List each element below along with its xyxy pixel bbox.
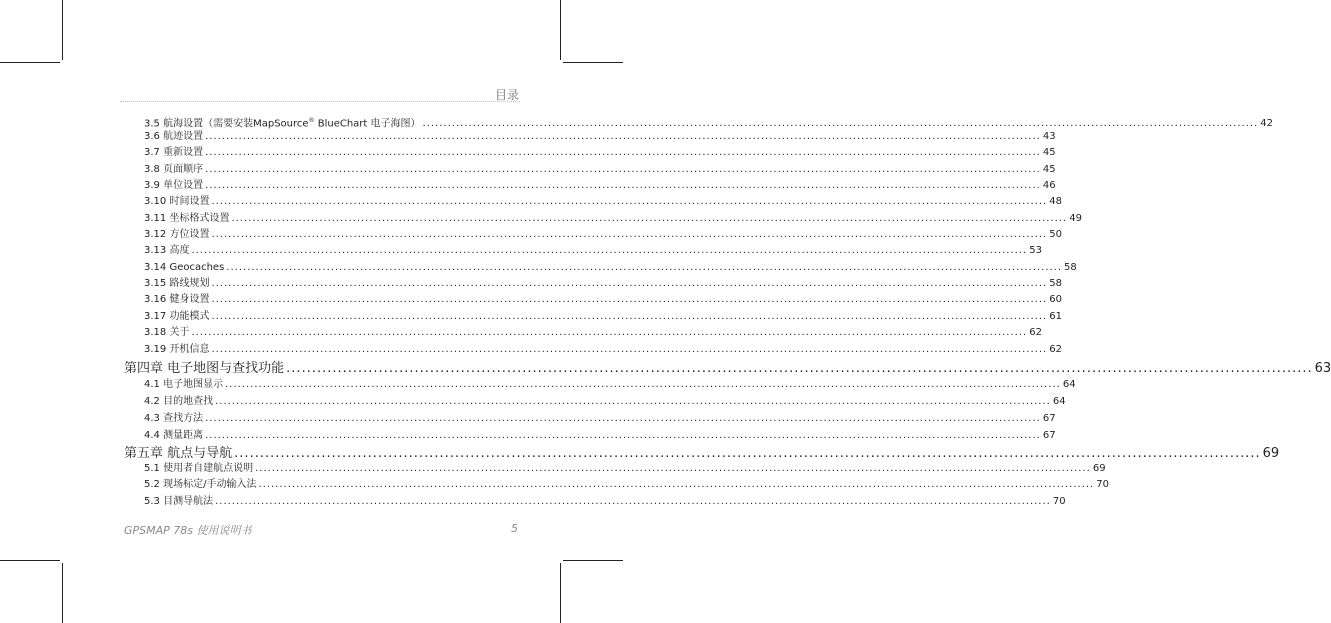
toc-entry-title (144, 325, 189, 341)
toc-entry-label: 关于 (169, 327, 190, 338)
toc-entry-title (144, 162, 203, 178)
toc-page-number: 50 (1049, 229, 1062, 240)
toc-entry[interactable] (144, 411, 1056, 427)
toc-page-number: 49 (1069, 213, 1082, 224)
toc-page-number: 58 (1049, 278, 1062, 289)
toc-entry-title (144, 292, 209, 308)
toc-entry-label: 目的地查找 (163, 396, 214, 407)
toc-entry-number: 4.2 (144, 396, 160, 407)
toc-chapter-entry[interactable] (124, 359, 1331, 379)
toc-entry-title (144, 227, 209, 243)
toc-dot-leader: ........................................................................................................................................................................................................ (422, 118, 1259, 130)
toc-entry-number: 4.3 (144, 413, 160, 424)
toc-entry-label: Geocaches (169, 262, 225, 273)
toc-entry-title (144, 377, 223, 393)
toc-page-number: 67 (1042, 430, 1056, 441)
toc-entry-label: 现场标定/手动输入法 (163, 479, 257, 490)
toc-entry-title (144, 276, 209, 292)
toc-entry-title (144, 129, 203, 145)
toc-entry[interactable] (144, 325, 1042, 341)
toc-page-number: 64 (1062, 379, 1076, 390)
toc-entry-label-tail: BlueChart 电子海图） (314, 118, 421, 130)
toc-entry-number: 5.1 (144, 463, 160, 474)
toc-entry-number: 第五章 (124, 446, 164, 461)
toc-entry-label: 功能模式 (169, 311, 210, 322)
toc-entry-number: 3.18 (144, 327, 167, 338)
toc-dot-leader: ........................................................................................................................................................................................................ (205, 180, 1041, 191)
toc-dot-leader: ........................................................................................................................................................................................................ (205, 131, 1041, 142)
toc-page-number: 70 (1096, 479, 1109, 490)
toc-dot-leader: ........................................................................................................................................................................................................ (211, 229, 1048, 240)
toc-entry[interactable] (144, 377, 1076, 393)
toc-entry-number: 3.8 (144, 164, 160, 175)
toc-entry-title (144, 309, 209, 325)
toc-entry-number: 3.9 (144, 180, 160, 191)
toc-entry-title (144, 394, 213, 410)
toc-entry-label: 航迹设置 (163, 131, 204, 142)
toc-dot-leader: ........................................................................................................................................................................................................ (226, 262, 1063, 273)
toc-dot-leader: ........................................................................................................................................................................................................ (215, 496, 1051, 507)
toc-entry-title (144, 461, 253, 477)
toc-entry-number: 3.10 (144, 196, 167, 207)
toc-entry-label: 测量距离 (163, 430, 204, 441)
toc-entry[interactable] (144, 309, 1062, 325)
toc-dot-leader: ........................................................................................................................................................................................................ (211, 294, 1048, 305)
toc-entry[interactable] (144, 342, 1062, 358)
page-header-title: 目录 (494, 88, 519, 102)
toc-dot-leader: ........................................................................................................................................................................................................ (205, 413, 1041, 424)
toc-entry-title (144, 494, 213, 510)
toc-entry[interactable] (144, 428, 1056, 444)
toc-page-number: 69 (1092, 463, 1106, 474)
toc-entry-label: 方位设置 (169, 229, 210, 240)
toc-page-number: 53 (1029, 245, 1042, 256)
toc-entry-title (144, 411, 203, 427)
toc-page-number: 67 (1042, 413, 1056, 424)
toc-entry[interactable] (144, 211, 1082, 227)
toc-entry-title (144, 178, 203, 194)
toc-entry-label: 路线规划 (169, 278, 210, 289)
toc-entry-number: 3.19 (144, 344, 167, 355)
toc-dot-leader: ........................................................................................................................................................................................................ (255, 463, 1091, 474)
toc-entry[interactable] (144, 260, 1077, 276)
toc-entry-number: 3.17 (144, 311, 167, 322)
toc-dot-leader: ........................................................................................................................................................................................................ (211, 311, 1048, 322)
toc-entry-number: 3.5 (144, 118, 160, 130)
toc-page-number: 63 (1314, 361, 1331, 376)
toc-entry[interactable] (144, 461, 1106, 477)
toc-entry-number: 4.4 (144, 430, 160, 441)
toc-dot-leader: ........................................................................................................................................................................................................ (191, 327, 1028, 338)
toc-entry-number: 第四章 (124, 361, 164, 376)
toc-entry-number: 3.15 (144, 278, 167, 289)
toc-entry[interactable] (144, 178, 1056, 194)
toc-dot-leader: ........................................................................................................................................................................................................ (231, 213, 1068, 224)
toc-entry-label: 坐标格式设置 (169, 213, 230, 224)
toc-entry[interactable] (144, 227, 1062, 243)
toc-entry[interactable] (144, 477, 1109, 493)
toc-page-number: 48 (1049, 196, 1062, 207)
toc-page-number: 61 (1049, 311, 1062, 322)
toc-entry-title (144, 428, 203, 444)
toc-entry-number: 3.7 (144, 147, 160, 158)
toc-page-number: 45 (1042, 147, 1056, 158)
toc-entry-label: 开机信息 (169, 344, 210, 355)
toc-dot-leader: ........................................................................................................................................................................................................ (205, 147, 1041, 158)
toc-entry-number: 3.11 (144, 213, 167, 224)
toc-entry-label: 页面顺序 (163, 164, 204, 175)
toc-entry[interactable] (144, 194, 1062, 210)
toc-entry-label: 航点与导航 (167, 446, 233, 461)
toc-page-number: 42 (1260, 118, 1273, 130)
toc-entry-label: 健身设置 (169, 294, 210, 305)
toc-dot-leader: ........................................................................................................................................................................................................ (215, 396, 1051, 407)
toc-page-number: 64 (1052, 396, 1066, 407)
toc-page-number: 70 (1052, 496, 1066, 507)
toc-dot-leader: ........................................................................................................................................................................................................ (191, 245, 1028, 256)
toc-page-number: 45 (1042, 164, 1056, 175)
toc-dot-leader: ........................................................................................................................................................................................................ (225, 379, 1061, 390)
toc-entry[interactable] (144, 494, 1066, 510)
toc-entry-label: 高度 (169, 245, 190, 256)
toc-dot-leader: ........................................................................................................................................................................................................ (234, 446, 1261, 461)
toc-entry-title (144, 342, 209, 358)
toc-entry[interactable] (144, 292, 1062, 308)
toc-dot-leader: ........................................................................................................................................................................................................ (211, 278, 1048, 289)
toc-entry[interactable] (144, 113, 1273, 130)
toc-entry-label: 航海设置（需要安装MapSource (163, 118, 309, 130)
toc-entry[interactable] (144, 162, 1056, 178)
registered-mark: ® (308, 117, 315, 124)
toc-entry-title (144, 194, 209, 210)
toc-dot-leader: ........................................................................................................................................................................................................ (211, 196, 1048, 207)
toc-entry-label: 查找方法 (163, 413, 204, 424)
toc-dot-leader: ........................................................................................................................................................................................................ (286, 361, 1313, 376)
toc-entry-title (124, 359, 284, 379)
toc-entry-label: 目测导航法 (163, 496, 214, 507)
toc-entry-label: 单位设置 (163, 180, 204, 191)
toc-entry-title (144, 145, 203, 161)
toc-entry[interactable] (144, 276, 1062, 292)
toc-entry-number: 4.1 (144, 379, 160, 390)
toc-entry[interactable] (144, 129, 1056, 145)
toc-entry[interactable] (144, 243, 1042, 259)
toc-dot-leader: ........................................................................................................................................................................................................ (205, 430, 1041, 441)
toc-entry-number: 3.16 (144, 294, 167, 305)
toc-entry-title (144, 477, 256, 493)
footer-manual-title: GPSMAP 78s 使用说明书 (124, 524, 252, 537)
toc-entry-title (144, 260, 224, 276)
toc-entry[interactable] (144, 394, 1066, 410)
toc-entry-number: 3.6 (144, 131, 160, 142)
toc-page-number: 46 (1042, 180, 1056, 191)
toc-page-number: 62 (1049, 344, 1062, 355)
footer-page-number: 5 (511, 522, 518, 535)
toc-entry-number: 3.12 (144, 229, 167, 240)
toc-entry-number: 3.13 (144, 245, 167, 256)
toc-entry-label: 使用者自建航点说明 (163, 463, 254, 474)
toc-entry-title (144, 211, 229, 227)
toc-page-number: 60 (1049, 294, 1062, 305)
toc-dot-leader: ........................................................................................................................................................................................................ (205, 164, 1041, 175)
toc-entry-label: 时间设置 (169, 196, 210, 207)
toc-entry-label: 电子地图与查找功能 (167, 361, 285, 376)
toc-entry-number: 5.3 (144, 496, 160, 507)
toc-entry-label: 重新设置 (163, 147, 204, 158)
toc-dot-leader: ........................................................................................................................................................................................................ (258, 479, 1095, 490)
toc-page-number: 62 (1029, 327, 1042, 338)
toc-entry-title (144, 243, 189, 259)
toc-entry-label: 电子地图显示 (163, 379, 224, 390)
toc-dot-leader: ........................................................................................................................................................................................................ (211, 344, 1048, 355)
toc-entry[interactable] (144, 145, 1056, 161)
toc-page-number: 58 (1064, 262, 1077, 273)
toc-page-number: 69 (1262, 446, 1280, 461)
toc-page-number: 43 (1042, 131, 1056, 142)
toc-entry-number: 3.14 (144, 262, 167, 273)
toc-entry-number: 5.2 (144, 479, 160, 490)
